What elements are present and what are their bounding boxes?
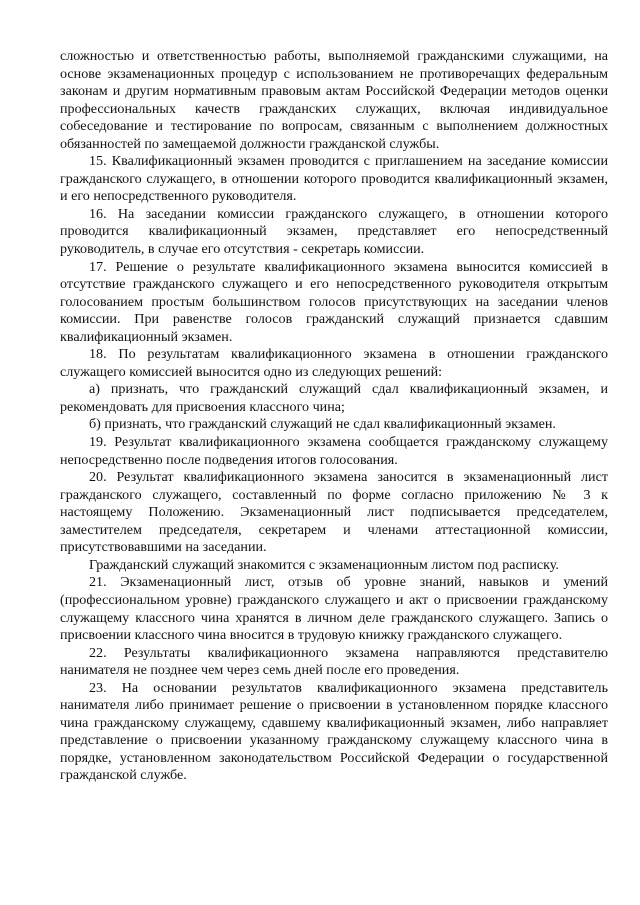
paragraph-15: 15. Квалификационный экзамен проводится с приглашением на заседание комиссии гражданского служащего, в отношении которого проводится квалификационный экзамен, и его непосредственного руководителя.: [60, 153, 608, 205]
paragraph-20: 20. Результат квалификационного экзамена заносится в экзаменационный лист гражданского служащего, составленный по форме согласно приложению № 3 к настоящему Положению. Экзаменационный лист подписывается председателем, заместителем председателя, секретарем и членами аттестационной комиссии, присутствовавшими на заседании.: [60, 469, 608, 556]
paragraph-19: 19. Результат квалификационного экзамена сообщается гражданскому служащему непосредственно после подведения итогов голосования.: [60, 434, 608, 468]
paragraph-continuation: сложностью и ответственностью работы, выполняемой гражданскими служащими, на основе экзаменационных процедур с использованием не противоречащих федеральным законам и другим нормативным правовым актам Российской Федерации методов оценки профессиональных качеств гражданских служащих, включая индивидуальное собеседование и тестирование по вопросам, связанным с выполнением должностных обязанностей по замещаемой должности гражданской службы.: [60, 48, 608, 152]
paragraph-23: 23. На основании результатов квалификационного экзамена представитель нанимателя либо принимает решение о присвоении в установленном порядке классного чина гражданскому служащему, сдавшему квалификационный экзамен, либо направляет представление о присвоении указанному гражданскому служащему классного чина в порядке, установленном законодательством Российской Федерации о государственной гражданской службе.: [60, 679, 608, 784]
paragraph-22: 22. Результаты квалификационного экзамена направляются представителю нанимателя не позднее чем через семь дней после его проведения.: [60, 644, 608, 679]
paragraph-21: 21. Экзаменационный лист, отзыв об уровне знаний, навыков и умений (профессиональном уровне) гражданского служащего и акт о присвоении гражданскому служащему классного чина хранятся в личном деле гражданского служащего. Запись о присвоении классного чина вносится в трудовую книжку гражданского служащего.: [60, 574, 608, 644]
paragraph-16: 16. На заседании комиссии гражданского служащего, в отношении которого проводится квалификационный экзамен, представляет его непосредственный руководитель, в случае его отсутствия - секретарь комиссии.: [60, 205, 608, 258]
paragraph-17: 17. Решение о результате квалификационного экзамена выносится комиссией в отсутствие гражданского служащего и его непосредственного руководителя открытым голосованием простым большинством голосов присутствующих на заседании членов комиссии. При равенстве голосов гражданский служащий признается сдавшим квалификационный экзамен.: [60, 258, 608, 345]
paragraph-18-option-a: а) признать, что гражданский служащий сдал квалификационный экзамен, и рекомендовать для присвоения классного чина;: [60, 381, 608, 415]
document-body: [60, 48, 608, 785]
paragraph-18: 18. По результатам квалификационного экзамена в отношении гражданского служащего комиссией выносится одно из следующих решений:: [60, 346, 608, 380]
paragraph-20-acknowledgement: Гражданский служащий знакомится с экзаменационным листом под расписку.: [89, 556, 559, 573]
paragraph-18-option-b: б) признать, что гражданский служащий не сдал квалификационный экзамен.: [89, 416, 556, 433]
